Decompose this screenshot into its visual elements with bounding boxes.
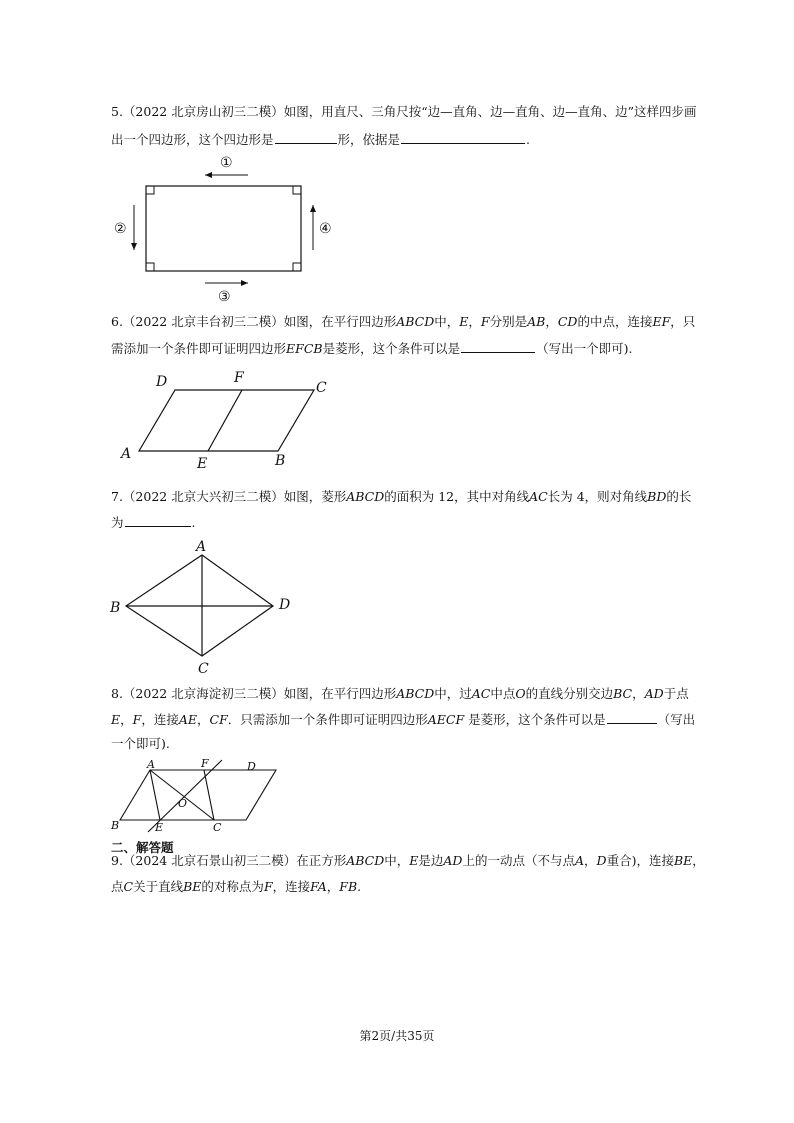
q6-label-b: B [275,453,286,469]
q8-label-o: O [178,797,188,810]
page-footer: 第2页/共35页 [359,1029,435,1043]
q6-line1: 6.（2022 北京丰台初三二模）如图，在平行四边形ABCD中，E，F分别是AB，CD的中点，连接EF，只 [111,314,696,329]
q7-label-d: D [279,597,291,613]
q8-label-c: C [213,821,222,834]
q7-line1: 7.（2022 北京大兴初三二模）如图，菱形ABCD的面积为 12，其中对角线AC长为 4，则对角线BD的长 [111,489,692,504]
q5-step2-label: ② [114,221,127,237]
q6-label-d: D [156,374,168,390]
q8-label-d: D [247,760,256,773]
q7-label-b: B [110,600,121,616]
q5-text-1: 5.（2022 北京房山初三二模）如图，用直尺、三角尺按“边—直角、边—直角、边—直角、边”这样四步画 [111,104,697,119]
q8-line1: 8.（2022 北京海淀初三二模）如图，在平行四边形ABCD中，过AC中点O的直线分别交边BC，AD于点 [111,686,689,701]
q7-label-a: A [196,539,207,555]
q5-step4-label: ④ [319,221,332,237]
q8-label-b: B [111,819,120,832]
q8-line3: 一个即可). [111,736,170,751]
q6-line2: 需添加一个条件即可证明四边形EFCB是菱形，这个条件可以是 （写出一个即可). [111,341,633,356]
q8-segment-ae [150,770,160,820]
q6-label-c: C [316,380,327,396]
q9-line1: 9.（2024 北京石景山初三二模）在正方形ABCD中，E是边AD上的一动点（不与点A，D重合)，连接BE， [111,853,705,868]
q6-label-a: A [121,446,132,462]
q5-step1-label: ① [220,155,233,171]
q8-line2: E，F，连接AE，CF．只需添加一个条件即可证明四边形AECF 是菱形，这个条件可以是 （写出 [111,712,696,727]
q7-line2: 为 . [111,515,196,530]
q7-label-c: C [198,661,209,677]
q8-label-e: E [155,821,164,834]
q5-line2: 出一个四边形，这个四边形是 形，依据是 . [111,132,531,147]
q6-label-f: F [234,370,244,386]
q8-label-f: F [201,757,209,770]
q8-label-a: A [147,758,155,771]
q5-step3-label: ③ [218,289,231,305]
q8-segment-cf [204,770,214,820]
q9-line2: 点C关于直线BE的对称点为F，连接FA，FB. [111,879,362,894]
q6-label-e: E [197,456,208,472]
section-heading: 二、解答题 [111,840,174,855]
q8-parallelogram [120,770,276,820]
